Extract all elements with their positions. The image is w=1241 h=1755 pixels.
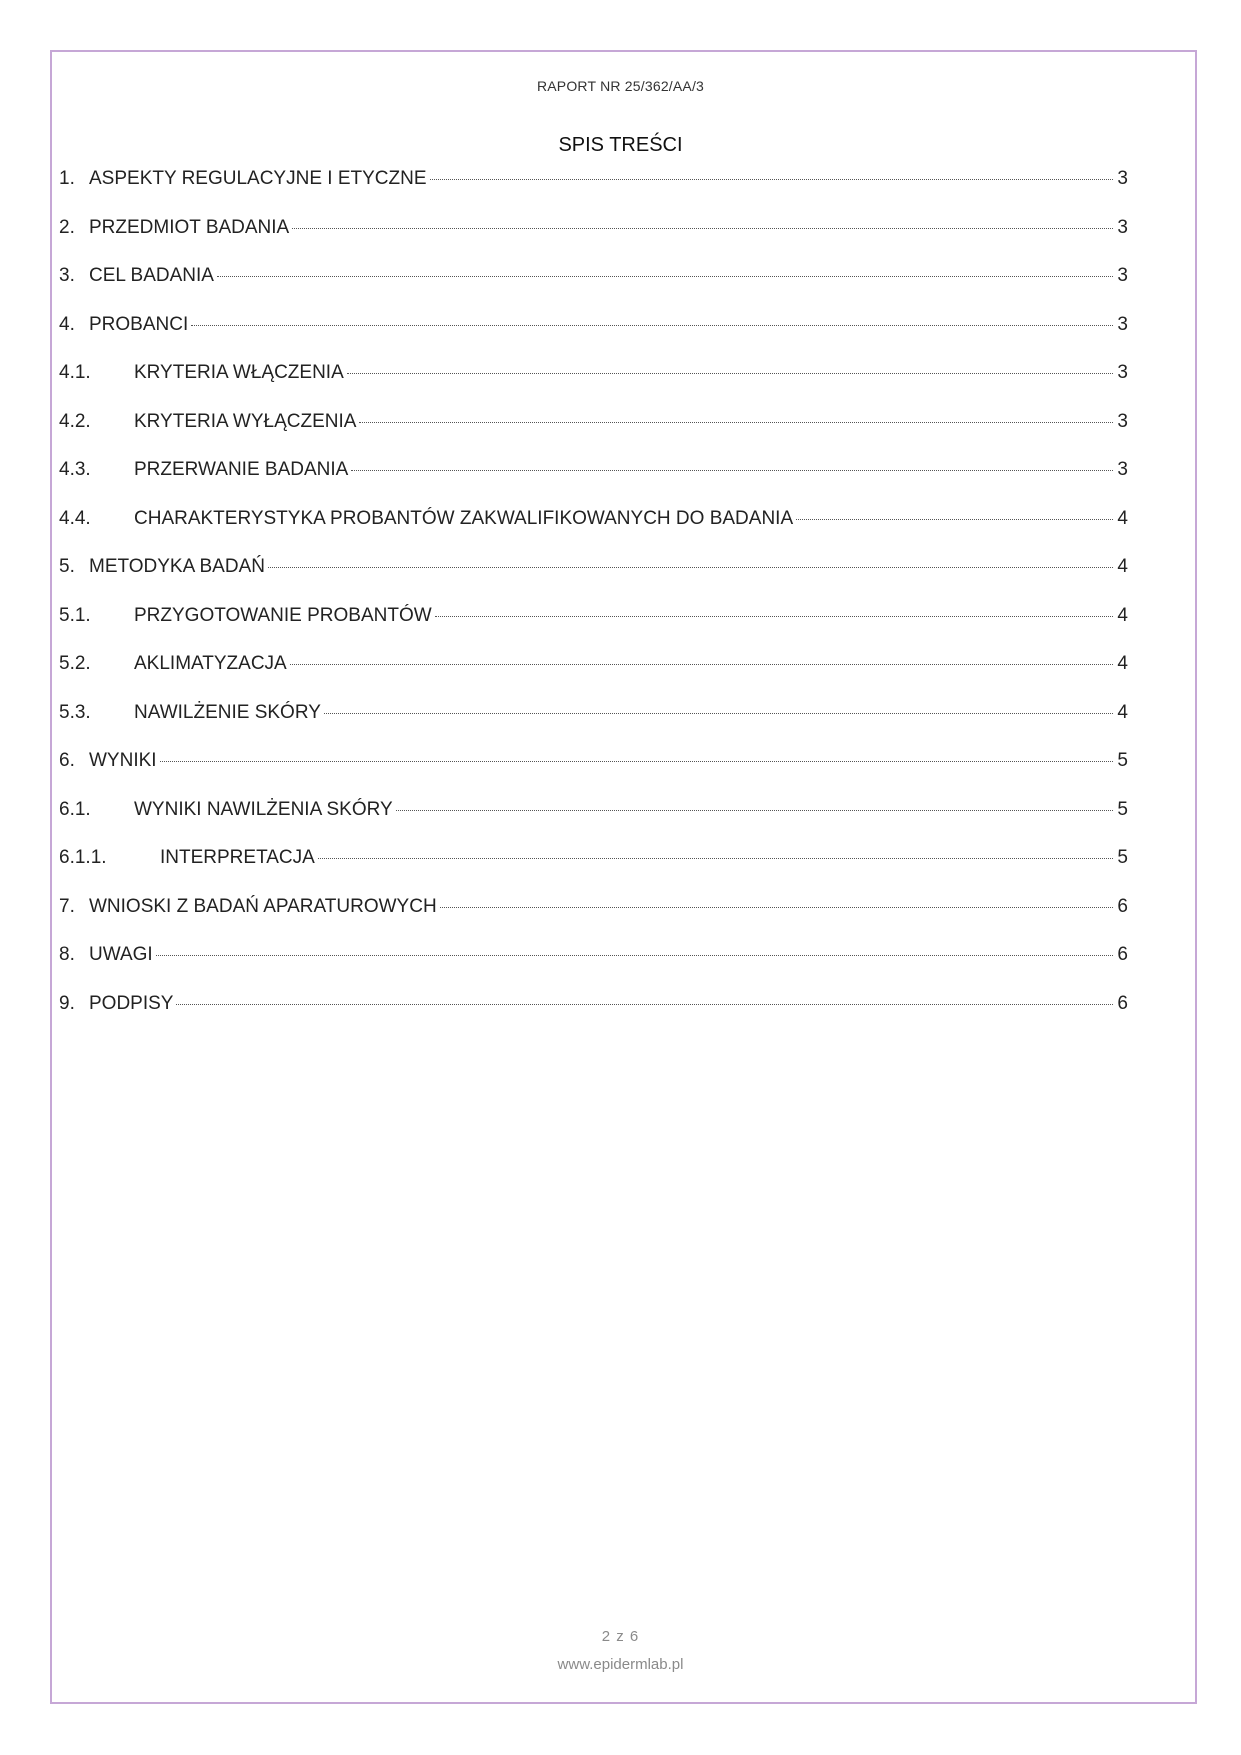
toc-title: SPIS TREŚCI (558, 134, 683, 156)
toc-entry-page: 4 (1117, 701, 1128, 723)
toc-entry-title: KRYTERIA WŁĄCZENIA (134, 362, 344, 383)
toc-entry-title: CHARAKTERYSTYKA PROBANTÓW ZAKWALIFIKOWANYCH DO BADANIA (134, 507, 794, 529)
toc-entry-number: 4.4. (59, 507, 91, 529)
toc-entry-page: 6 (1117, 944, 1128, 965)
toc-entry-page: 3 (1117, 459, 1128, 480)
toc-entry[interactable] (59, 750, 1128, 799)
toc-entry[interactable] (59, 799, 1128, 848)
toc-entry-page: 5 (1117, 750, 1128, 771)
toc-dot-leader (430, 179, 1113, 180)
toc-entry-page: 3 (1117, 216, 1128, 238)
toc-entry-number: 6.1. (59, 798, 91, 820)
website-link[interactable]: www.epidermlab.pl (557, 1656, 684, 1673)
toc-dot-leader (160, 761, 1113, 762)
toc-dot-leader (351, 470, 1113, 471)
toc-entry-page: 3 (1117, 362, 1128, 383)
toc-dot-leader (268, 567, 1113, 568)
toc-entry-page: 4 (1117, 556, 1128, 577)
toc-entry-page: 4 (1117, 507, 1128, 529)
toc-entry-title: PRZYGOTOWANIE PROBANTÓW (134, 604, 432, 626)
toc-entry-title: WNIOSKI Z BADAŃ APARATUROWYCH (89, 895, 437, 917)
toc-entry-title: INTERPRETACJA (160, 847, 315, 868)
toc-dot-leader (191, 325, 1113, 326)
toc-entry[interactable] (59, 605, 1128, 654)
toc-entry-page: 3 (1117, 410, 1128, 432)
report-number-header: RAPORT NR 25/362/AA/3 (536, 78, 705, 94)
toc-entry-number: 8. (59, 944, 75, 965)
toc-entry-number: 5.3. (59, 701, 91, 723)
toc-entry-number: 3. (59, 265, 75, 286)
toc-entry-number: 4. (59, 313, 75, 335)
toc-entry-number: 4.3. (59, 459, 91, 480)
toc-entry[interactable] (59, 411, 1128, 460)
toc-entry-page: 6 (1117, 895, 1128, 917)
toc-dot-leader (292, 228, 1113, 229)
toc-entry[interactable] (59, 314, 1128, 363)
toc-dot-leader (156, 955, 1113, 956)
toc-entry-title: PODPISY (89, 992, 174, 1014)
toc-entry-title: UWAGI (89, 944, 153, 965)
toc-dot-leader (176, 1004, 1113, 1005)
toc-entry-page: 6 (1117, 992, 1128, 1014)
toc-entry-title: WYNIKI (89, 750, 157, 771)
toc-dot-leader (347, 373, 1113, 374)
toc-dot-leader (396, 810, 1113, 811)
toc-entry-page: 4 (1117, 604, 1128, 626)
toc-entry-number: 5.1. (59, 604, 91, 626)
toc-entry-page: 3 (1117, 265, 1128, 286)
toc-dot-leader (324, 713, 1113, 714)
toc-dot-leader (290, 664, 1113, 665)
table-of-contents (59, 168, 1128, 1041)
toc-dot-leader (318, 858, 1113, 859)
toc-dot-leader (359, 422, 1113, 423)
toc-dot-leader (435, 616, 1113, 617)
toc-entry[interactable] (59, 556, 1128, 605)
toc-entry[interactable] (59, 508, 1128, 557)
toc-entry[interactable] (59, 265, 1128, 314)
toc-entry[interactable] (59, 459, 1128, 508)
toc-entry-number: 5.2. (59, 653, 91, 674)
toc-entry[interactable] (59, 896, 1128, 945)
toc-entry-page: 3 (1117, 168, 1128, 189)
toc-entry-number: 9. (59, 992, 75, 1014)
toc-entry-page: 5 (1117, 798, 1128, 820)
toc-entry-title: PRZEDMIOT BADANIA (89, 216, 290, 238)
toc-entry[interactable] (59, 702, 1128, 751)
toc-entry-page: 5 (1117, 847, 1128, 868)
toc-entry-title: METODYKA BADAŃ (89, 556, 265, 577)
toc-dot-leader (796, 519, 1113, 520)
toc-entry-number: 2. (59, 216, 75, 238)
toc-entry-number: 1. (59, 168, 75, 189)
toc-entry-number: 4.1. (59, 362, 91, 383)
toc-entry[interactable] (59, 168, 1128, 217)
toc-entry-title: CEL BADANIA (89, 265, 214, 286)
toc-entry-title: WYNIKI NAWILŻENIA SKÓRY (134, 798, 393, 820)
toc-entry[interactable] (59, 944, 1128, 993)
toc-entry-title: PROBANCI (89, 313, 189, 335)
toc-entry-number: 4.2. (59, 410, 91, 432)
toc-entry-number: 5. (59, 556, 75, 577)
toc-entry[interactable] (59, 362, 1128, 411)
toc-dot-leader (440, 907, 1113, 908)
toc-entry-title: PRZERWANIE BADANIA (134, 459, 349, 480)
toc-entry-title: NAWILŻENIE SKÓRY (134, 701, 321, 723)
toc-entry-title: KRYTERIA WYŁĄCZENIA (134, 410, 357, 432)
page-indicator: 2 z 6 (601, 1628, 640, 1645)
toc-entry[interactable] (59, 993, 1128, 1042)
toc-entry[interactable] (59, 653, 1128, 702)
toc-entry-number: 7. (59, 895, 75, 917)
toc-entry[interactable] (59, 217, 1128, 266)
toc-entry-page: 3 (1117, 313, 1128, 335)
toc-entry-title: AKLIMATYZACJA (134, 653, 287, 674)
toc-entry-page: 4 (1117, 653, 1128, 674)
toc-entry-number: 6. (59, 750, 75, 771)
toc-entry-number: 6.1.1. (59, 847, 107, 868)
toc-dot-leader (217, 276, 1113, 277)
toc-entry-title: ASPEKTY REGULACYJNE I ETYCZNE (89, 168, 427, 189)
toc-entry[interactable] (59, 847, 1128, 896)
